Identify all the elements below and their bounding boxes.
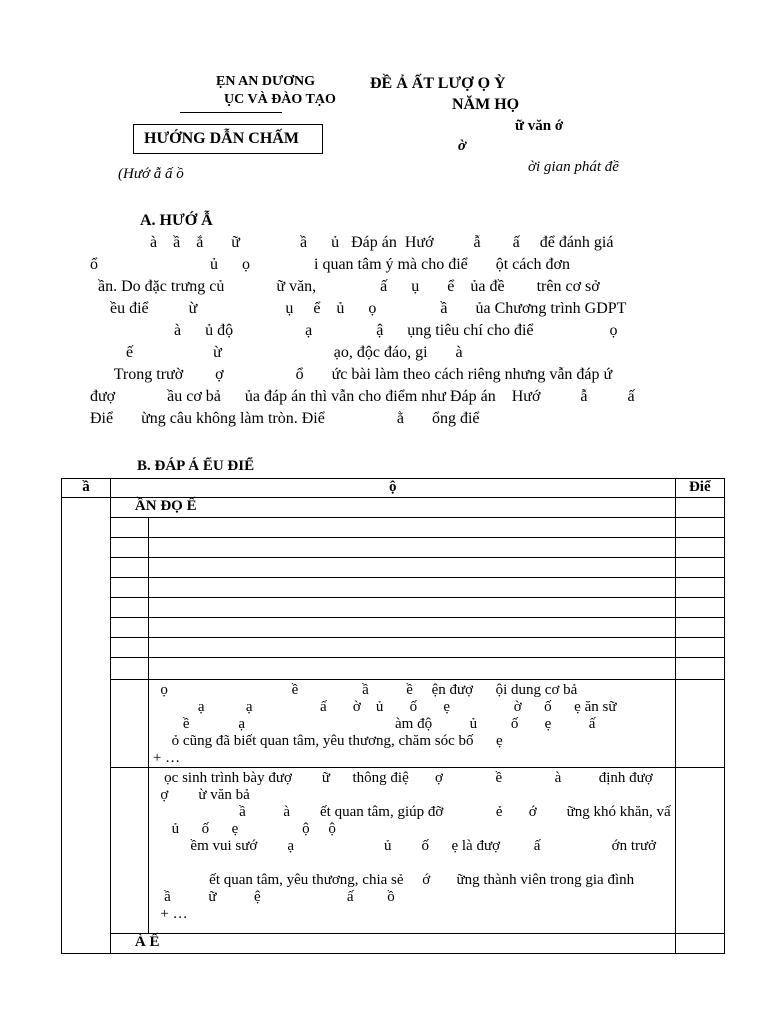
answer-line: ọc sinh trình bày đượ ữ thông điệ ợ ề à định đượ: [152, 770, 653, 786]
reading-section-label: ẦN ĐỌ Ế: [110, 498, 675, 518]
department-name-line2: ỤC VÀ ĐÀO TẠO: [224, 92, 336, 107]
table-row: [62, 498, 725, 518]
answer-line: ạ ạ ấ ờ ủ ố ẹ ờ ố ẹ ăn sữ: [152, 699, 617, 715]
section-a-line: đượ ầu cơ bả ủa đáp án thì vẫn cho điểm như Đáp án Hướ ẫ ấ: [90, 388, 635, 405]
section-a-heading: A. HƯỚ Ẫ: [140, 212, 213, 229]
section-a-line: ế ừ ạo, độc đáo, gi à: [90, 344, 463, 361]
answer-line: ầ ữ ệ ấ ồ: [152, 889, 395, 905]
table-row: [62, 934, 725, 954]
section-a-line: Điể ừng câu không làm tròn. Điể ằ ổng điể: [90, 410, 480, 427]
answer-line: ợ ừ văn bả: [152, 787, 250, 803]
table-row: [62, 518, 725, 538]
part-cell: [62, 498, 111, 954]
answer-line: ủ ố ẹ ộ ộ: [152, 821, 336, 837]
writing-section-label: À Ế: [110, 934, 675, 954]
table-row: [62, 578, 725, 598]
answer-line: ết quan tâm, yêu thương, chia sẻ ớ ững thành viên trong gia đình: [152, 872, 635, 888]
department-name-line1: ẸN AN DƯƠNG: [216, 74, 316, 89]
answer-line: ọ ề ầ ề ện đượ ội dung cơ bả: [152, 682, 578, 698]
answer-line: + …: [152, 750, 181, 766]
guide-note: (Hướ ẫ ấ ồ: [118, 166, 184, 182]
table-row: [62, 598, 725, 618]
section-a-line: Trong trườ ợ ổ ức bài làm theo cách riêng nhưng vẫn đáp ứ: [90, 366, 613, 383]
col-part-header: ầ: [62, 479, 111, 498]
exam-time-note: ời gian phát đề: [528, 159, 619, 175]
col-score-header: Điể: [675, 479, 724, 498]
table-row: [62, 638, 725, 658]
section-a-line: ều điể ừ ụ ể ủ ọ ầ ủa Chương trình GDPT: [90, 300, 627, 317]
table-row: [62, 618, 725, 638]
exam-time: ờ: [458, 138, 467, 154]
answer-line: ầ à ết quan tâm, giúp đỡ ẻ ớ ững khó khăn, vấ: [152, 804, 671, 820]
table-row: [62, 538, 725, 558]
score-cell: [675, 498, 724, 518]
answer-line: + …: [152, 906, 188, 922]
table-header-row: [62, 479, 725, 498]
exam-title: ĐỀ Ả ẤT LƯỢ Ọ Ỳ: [370, 75, 506, 92]
answer-cell-b: [148, 768, 675, 934]
table-row: [62, 680, 725, 768]
exam-year: NĂM HỌ: [452, 96, 520, 113]
header-underline: [180, 112, 282, 113]
section-a-line: à ầ ắ ữ ầ ủ Đáp án Hướ ẫ ấ để đánh giá: [90, 234, 614, 251]
answer-line: ề ạ àm độ ủ ố ẹ ấ: [152, 716, 596, 732]
section-a-body: [90, 232, 700, 430]
answer-cell-a: [148, 680, 675, 768]
exam-subject: ữ văn ớ: [515, 118, 564, 134]
section-a-line: à ủ độ ạ ậ ụng tiêu chí cho điể ọ: [90, 322, 618, 339]
answer-line: ềm vui sướ ạ ủ ố ẹ là đượ ấ ớn trưở: [152, 838, 657, 854]
section-a-line: ần. Do đặc trưng củ ữ văn, ấ ụ ể ủa đề trên cơ sở: [90, 278, 600, 295]
section-b-heading: B. ĐÁP Á ỂU ĐIỂ: [137, 458, 255, 474]
table-row: [62, 658, 725, 680]
guide-box-title: HƯỚNG DẪN CHẤM: [133, 124, 323, 154]
answer-line: ỏ cũng đã biết quan tâm, yêu thương, chăm sóc bố ẹ: [152, 733, 503, 749]
table-row: [62, 768, 725, 934]
table-row: [62, 558, 725, 578]
col-content-header: ộ: [110, 479, 675, 498]
answer-line: [153, 855, 671, 872]
section-a-line: ổ ủ ọ i quan tâm ý mà cho điể ột cách đơn: [90, 256, 570, 273]
answer-table: [61, 478, 725, 954]
